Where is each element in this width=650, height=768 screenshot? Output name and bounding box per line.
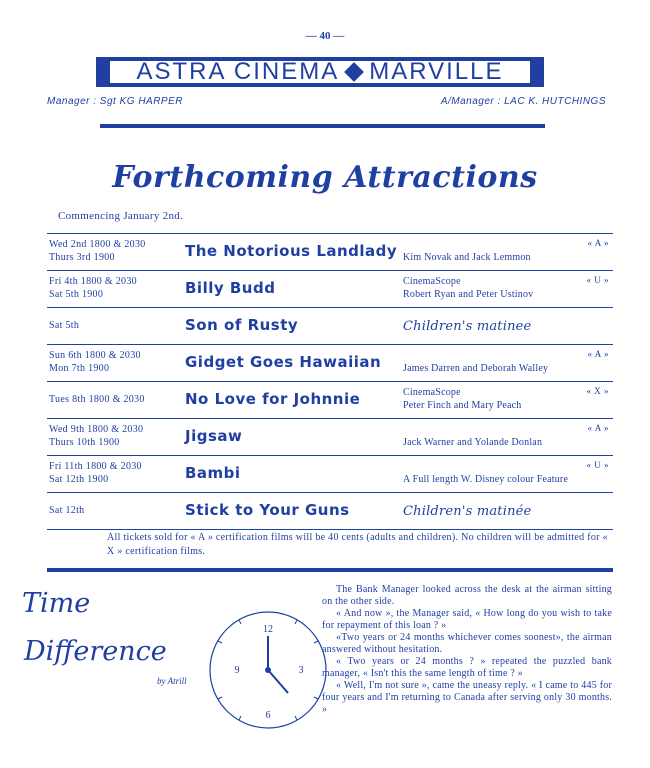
cinema-banner xyxy=(96,57,544,87)
film-format: CinemaScope xyxy=(403,276,461,287)
film-format: CinemaScope xyxy=(403,387,461,398)
clock-icon xyxy=(204,606,332,734)
feature-byline: by Atrill xyxy=(157,676,187,686)
film-title: Jigsaw xyxy=(185,427,243,445)
certificate-badge: « A » xyxy=(587,238,609,248)
listing-dates xyxy=(49,238,146,264)
listing-date-2: Sat 5th 1900 xyxy=(49,289,104,300)
film-title: Stick to Your Guns xyxy=(185,501,350,519)
listing-row xyxy=(47,345,613,382)
listing-dates: Sat 12th xyxy=(49,505,85,516)
banner-inner xyxy=(110,58,530,85)
listing-row xyxy=(47,234,613,271)
listing-date-1: Fri 11th 1800 & 2030 xyxy=(49,461,142,472)
listing-row xyxy=(47,493,613,530)
listing-dates xyxy=(49,460,142,486)
film-cast: Kim Novak and Jack Lemmon xyxy=(403,252,531,263)
listing-row xyxy=(47,271,613,308)
listings-table xyxy=(47,233,613,530)
story-paragraph: « And now », the Manager said, « How long do you wish to take for repayment of this loan ? » xyxy=(322,608,612,631)
clock-number-6: 6 xyxy=(265,710,271,721)
listing-row xyxy=(47,308,613,345)
feature-title-line-2: Difference xyxy=(24,636,167,667)
page-number: — 40 — xyxy=(305,30,345,42)
clock-number-9: 9 xyxy=(234,665,240,676)
film-cast: A Full length W. Disney colour Feature xyxy=(403,474,569,485)
film-cast: Robert Ryan and Peter Ustinov xyxy=(403,289,534,300)
listing-row xyxy=(47,382,613,419)
manager-name: Manager : Sgt KG HARPER xyxy=(47,96,183,107)
matinee-note: Children's matinee xyxy=(403,319,532,334)
film-title: Bambi xyxy=(185,464,241,482)
listing-date-2: Sat 12th 1900 xyxy=(49,474,109,485)
divider-rule xyxy=(47,568,613,572)
diamond-icon xyxy=(344,62,364,82)
listing-dates xyxy=(49,275,137,301)
listing-dates xyxy=(49,423,143,449)
film-cast: Jack Warner and Yolande Donlan xyxy=(403,437,543,448)
certificate-badge: « U » xyxy=(586,275,609,285)
certificate-badge: « A » xyxy=(587,423,609,433)
listing-row xyxy=(47,419,613,456)
listing-date-2: Thurs 3rd 1900 xyxy=(49,252,115,263)
certificate-badge: « A » xyxy=(587,349,609,359)
page-title: Forthcoming Attractions xyxy=(112,160,538,195)
assistant-manager-name: A/Manager : LAC K. HUTCHINGS xyxy=(440,96,606,107)
film-title: No Love for Johnnie xyxy=(185,390,361,408)
film-cast: James Darren and Deborah Walley xyxy=(403,363,549,374)
film-title: The Notorious Landlady xyxy=(185,242,398,260)
film-title: Billy Budd xyxy=(185,279,276,297)
listing-date-1: Wed 9th 1800 & 2030 xyxy=(49,424,144,435)
film-info xyxy=(403,386,522,412)
film-title: Gidget Goes Hawaiian xyxy=(185,353,382,371)
listing-date-2: Mon 7th 1900 xyxy=(49,363,110,374)
listing-dates: Sat 5th xyxy=(49,320,80,331)
listing-date-1: Wed 2nd 1800 & 2030 xyxy=(49,239,146,250)
clock-hour-hand xyxy=(268,670,288,693)
clock-number-12: 12 xyxy=(263,624,273,635)
story-paragraph: «Two years or 24 months whichever comes soonest», the airman answered without hesitation. xyxy=(322,632,612,655)
banner-cinema-name: ASTRA CINEMA xyxy=(136,58,340,85)
certificate-badge: « U » xyxy=(586,460,609,470)
ticket-notice: All tickets sold for « A » certification films will be 40 cents (adults and children). No children will be admitted for « X » certification films. xyxy=(107,532,608,557)
listing-date-2: Thurs 10th 1900 xyxy=(49,437,120,448)
film-cast: Peter Finch and Mary Peach xyxy=(403,400,522,411)
listing-date-1: Sun 6th 1800 & 2030 xyxy=(49,350,141,361)
divider-rule xyxy=(100,124,545,128)
feature-title-line-1: Time xyxy=(22,588,91,619)
listing-row xyxy=(47,456,613,493)
certificate-badge: « X » xyxy=(586,386,609,396)
story-paragraph: « Well, I'm not sure », came the uneasy reply. « I came to 445 for four years and I'm returning to Canada after serving only 30 months. » xyxy=(322,680,612,715)
clock-number-3: 3 xyxy=(298,665,304,676)
clock-center xyxy=(265,667,271,673)
listing-dates xyxy=(49,349,141,375)
matinee-note: Children's matinée xyxy=(403,504,532,519)
film-title: Son of Rusty xyxy=(185,316,299,334)
banner-location: MARVILLE xyxy=(369,58,504,85)
film-info xyxy=(403,275,533,301)
feature-story xyxy=(322,584,612,716)
story-paragraph: The Bank Manager looked across the desk at the airman sitting on the other side. xyxy=(322,584,612,607)
listing-dates: Tues 8th 1800 & 2030 xyxy=(49,394,145,405)
commencing-date: Commencing January 2nd. xyxy=(58,210,184,222)
listing-date-1: Fri 4th 1800 & 2030 xyxy=(49,276,137,287)
story-paragraph: « Two years or 24 months ? » repeated the puzzled bank manager, « Isn't this the same length of time ? » xyxy=(322,656,612,679)
